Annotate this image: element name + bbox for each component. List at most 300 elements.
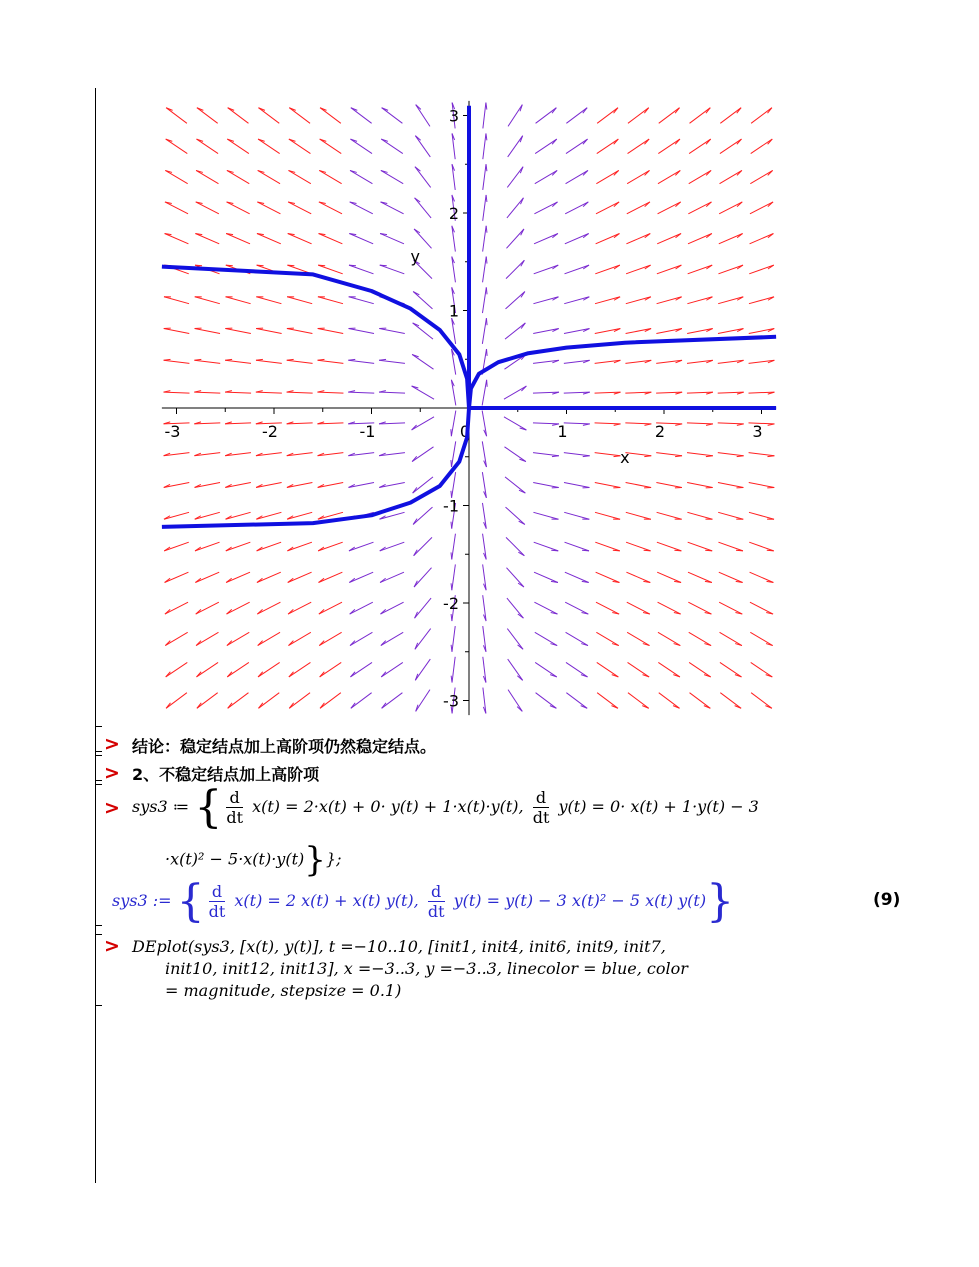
field-arrow bbox=[349, 572, 373, 582]
field-arrow bbox=[289, 108, 310, 124]
field-arrow bbox=[351, 693, 372, 709]
field-arrow bbox=[688, 265, 712, 274]
field-arrow bbox=[196, 139, 218, 153]
field-arrow bbox=[319, 572, 343, 582]
field-arrowhead bbox=[380, 265, 387, 266]
y-tick-label: 3 bbox=[448, 106, 459, 126]
field-arrow bbox=[751, 662, 773, 676]
field-arrow bbox=[165, 170, 187, 183]
sys3-input-line2[interactable] bbox=[165, 840, 341, 880]
field-arrow bbox=[719, 202, 742, 214]
field-arrow bbox=[318, 329, 344, 334]
field-arrowhead bbox=[737, 456, 744, 457]
field-arrow bbox=[412, 447, 433, 462]
field-arrow bbox=[258, 170, 280, 183]
field-arrow bbox=[256, 512, 281, 519]
field-arrow bbox=[718, 329, 744, 334]
field-arrow bbox=[657, 572, 681, 582]
field-arrow bbox=[504, 417, 526, 430]
field-arrow bbox=[533, 297, 558, 304]
deplot-input[interactable] bbox=[132, 936, 688, 1002]
field-arrow bbox=[319, 602, 342, 614]
field-arrow bbox=[413, 323, 433, 339]
field-arrow bbox=[596, 170, 618, 183]
field-arrow bbox=[628, 693, 649, 709]
field-arrow bbox=[194, 360, 220, 363]
field-arrow bbox=[597, 693, 618, 709]
field-arrow bbox=[483, 226, 487, 252]
field-arrow bbox=[415, 136, 430, 157]
field-arrow bbox=[596, 572, 620, 582]
field-arrow bbox=[288, 602, 311, 614]
field-arrow bbox=[749, 482, 775, 487]
field-arrow bbox=[628, 662, 650, 676]
field-arrow bbox=[688, 202, 711, 214]
field-arrow bbox=[534, 602, 557, 614]
field-arrowhead bbox=[257, 265, 264, 266]
y-tick-label: 1 bbox=[448, 301, 459, 321]
field-arrow bbox=[195, 512, 220, 519]
field-arrow bbox=[535, 632, 557, 645]
field-arrow bbox=[415, 629, 431, 650]
x-tick-label: 1 bbox=[557, 422, 568, 441]
field-arrow bbox=[318, 265, 342, 274]
field-arrow bbox=[625, 423, 651, 424]
field-arrow bbox=[289, 693, 310, 709]
field-arrow bbox=[628, 108, 649, 124]
field-arrowhead bbox=[675, 456, 682, 457]
field-arrow bbox=[595, 265, 619, 274]
direction-field-plot[interactable] bbox=[140, 90, 800, 720]
field-arrow bbox=[718, 423, 744, 424]
field-arrow bbox=[380, 602, 403, 614]
field-arrowhead bbox=[486, 318, 487, 325]
field-arrow bbox=[258, 108, 279, 124]
field-arrow bbox=[657, 233, 681, 243]
field-arrow bbox=[719, 233, 743, 243]
field-arrowhead bbox=[164, 359, 171, 360]
field-arrow bbox=[194, 392, 220, 393]
field-arrowhead bbox=[582, 550, 589, 551]
field-arrow bbox=[507, 629, 523, 650]
field-arrow bbox=[196, 602, 219, 614]
field-arrow bbox=[227, 602, 250, 614]
worksheet-left-border bbox=[95, 88, 96, 1183]
field-arrow bbox=[720, 108, 741, 124]
frac-den: dt bbox=[427, 902, 445, 921]
field-arrow bbox=[380, 572, 404, 582]
field-arrow bbox=[413, 292, 432, 309]
field-arrow bbox=[380, 202, 403, 214]
field-arrow bbox=[288, 170, 310, 183]
field-arrow bbox=[256, 329, 282, 334]
solution-curve bbox=[162, 408, 469, 527]
field-arrow bbox=[658, 202, 681, 214]
field-arrow bbox=[690, 108, 711, 124]
field-arrow bbox=[688, 572, 712, 582]
field-arrowhead bbox=[767, 456, 774, 457]
field-arrow bbox=[535, 170, 557, 183]
field-arrow bbox=[381, 662, 403, 676]
field-arrow bbox=[627, 202, 650, 214]
field-arrowhead bbox=[195, 265, 202, 266]
field-arrow bbox=[416, 105, 430, 127]
field-arrow bbox=[483, 103, 486, 129]
x-tick-label: 0 bbox=[459, 422, 471, 441]
field-arrow bbox=[164, 542, 188, 551]
field-arrow bbox=[719, 572, 743, 582]
field-arrowhead bbox=[349, 265, 356, 266]
field-arrow bbox=[720, 693, 741, 709]
field-arrow bbox=[288, 572, 312, 582]
field-arrow bbox=[318, 360, 344, 363]
field-arrow bbox=[483, 133, 486, 159]
right-brace: } bbox=[304, 840, 326, 880]
field-arrow bbox=[596, 602, 619, 614]
field-arrow bbox=[482, 318, 486, 344]
field-arrow bbox=[688, 542, 712, 551]
field-arrow bbox=[416, 690, 430, 712]
field-arrow bbox=[318, 542, 342, 551]
field-arrow bbox=[657, 512, 682, 519]
field-arrow bbox=[718, 453, 744, 456]
field-arrow bbox=[658, 662, 680, 676]
field-arrow bbox=[566, 170, 588, 183]
field-arrow bbox=[564, 453, 590, 456]
field-arrow bbox=[750, 572, 774, 582]
output-dx: x(t) = 2 x(t) + x(t) y(t), bbox=[234, 891, 419, 910]
field-arrow bbox=[626, 482, 652, 487]
dy-equation-part1: y(t) = 0· x(t) + 1·y(t) − 3 bbox=[558, 797, 759, 816]
deplot-line2: init10, init12, init13], x =−3..3, y =−3..3, linecolor = blue, color bbox=[165, 959, 688, 978]
field-arrow bbox=[565, 233, 589, 243]
derivative-fraction bbox=[428, 882, 445, 921]
field-arrow bbox=[689, 170, 711, 183]
field-arrow bbox=[228, 693, 249, 709]
field-arrow bbox=[195, 297, 220, 304]
dx-equation: x(t) = 2·x(t) + 0· y(t) + 1·x(t)·y(t), bbox=[252, 797, 524, 816]
field-arrow bbox=[195, 482, 221, 487]
cell-bracket-sys3[interactable] bbox=[95, 784, 96, 926]
field-arrow bbox=[350, 139, 372, 153]
field-arrow bbox=[257, 202, 280, 214]
y-tick-label: 2 bbox=[448, 204, 459, 223]
field-arrow bbox=[317, 392, 343, 393]
field-arrowhead bbox=[486, 287, 487, 294]
field-arrow bbox=[227, 632, 249, 645]
field-arrow bbox=[289, 662, 311, 676]
field-arrow bbox=[595, 423, 621, 424]
field-arrow bbox=[164, 297, 189, 304]
field-arrowhead bbox=[486, 257, 487, 264]
field-arrow bbox=[166, 139, 188, 153]
field-arrow bbox=[226, 572, 250, 582]
field-arrowhead bbox=[486, 133, 487, 140]
field-arrow bbox=[319, 233, 343, 243]
x-tick-label: -3 bbox=[164, 422, 181, 441]
field-arrow bbox=[566, 693, 587, 709]
field-arrow bbox=[195, 542, 219, 551]
field-arrow bbox=[452, 534, 456, 560]
field-arrow bbox=[508, 105, 522, 127]
field-arrow bbox=[166, 662, 188, 676]
field-arrow bbox=[508, 690, 522, 712]
field-arrow bbox=[348, 392, 374, 393]
y-tick-label: -1 bbox=[443, 496, 459, 516]
field-arrow bbox=[166, 108, 187, 124]
field-arrowhead bbox=[551, 550, 558, 551]
field-arrow bbox=[258, 693, 279, 709]
frac-den: dt bbox=[532, 808, 550, 827]
field-arrow bbox=[226, 512, 251, 519]
field-arrow bbox=[412, 417, 434, 430]
field-arrow bbox=[657, 542, 681, 551]
sys3-input-line1[interactable] bbox=[132, 782, 759, 833]
field-arrow bbox=[482, 287, 486, 313]
field-arrow bbox=[287, 542, 311, 551]
field-arrow bbox=[414, 568, 431, 587]
field-arrow bbox=[597, 139, 619, 153]
field-arrow bbox=[195, 233, 219, 243]
field-arrow bbox=[256, 392, 282, 393]
field-arrowhead bbox=[487, 380, 488, 387]
field-arrow bbox=[536, 693, 557, 709]
field-arrow bbox=[165, 632, 187, 645]
field-arrow bbox=[195, 572, 219, 582]
field-arrow bbox=[656, 329, 682, 334]
field-arrow bbox=[626, 542, 650, 551]
field-arrow bbox=[688, 233, 712, 243]
deplot-line1: DEplot(sys3, [x(t), y(t)], t =−10..10, [init1, init4, init6, init9, init7, bbox=[132, 937, 666, 956]
field-arrowhead bbox=[451, 676, 452, 683]
field-arrow bbox=[350, 602, 373, 614]
field-arrow bbox=[751, 108, 772, 124]
field-arrow bbox=[596, 632, 618, 645]
field-arrow bbox=[533, 512, 558, 519]
field-arrow bbox=[452, 657, 455, 683]
field-arrowhead bbox=[379, 359, 386, 360]
field-arrow bbox=[718, 297, 743, 304]
field-arrow bbox=[658, 602, 681, 614]
field-arrow bbox=[350, 632, 372, 645]
field-arrow bbox=[227, 202, 250, 214]
field-arrow bbox=[564, 482, 590, 487]
field-arrow bbox=[626, 512, 651, 519]
field-arrow bbox=[289, 139, 311, 153]
field-arrow bbox=[628, 139, 650, 153]
field-arrow bbox=[687, 512, 712, 519]
field-arrow bbox=[534, 572, 558, 582]
field-arrow bbox=[595, 542, 619, 551]
field-arrow bbox=[197, 108, 218, 124]
field-arrow bbox=[319, 202, 342, 214]
field-arrowhead bbox=[705, 550, 712, 551]
field-arrow bbox=[626, 233, 650, 243]
field-arrowhead bbox=[318, 359, 325, 360]
field-arrow bbox=[348, 329, 374, 334]
frac-num: d bbox=[209, 882, 226, 902]
x-tick-label: 3 bbox=[752, 422, 763, 441]
field-arrow bbox=[165, 233, 189, 243]
section-heading[interactable]: 2、不稳定结点加上高阶项 bbox=[132, 765, 320, 784]
field-arrowhead bbox=[487, 349, 488, 356]
sys3-output bbox=[112, 876, 734, 927]
field-arrow bbox=[412, 386, 434, 399]
field-arrow bbox=[749, 297, 774, 304]
prompt-marker: > bbox=[104, 797, 120, 819]
field-arrow bbox=[595, 329, 621, 334]
field-arrow bbox=[225, 392, 251, 393]
field-arrow bbox=[689, 662, 711, 676]
equation-label[interactable]: (9) bbox=[873, 890, 901, 910]
field-arrow bbox=[596, 233, 620, 243]
field-arrow bbox=[196, 632, 218, 645]
cell-bracket-deplot[interactable] bbox=[95, 934, 96, 1006]
field-arrow bbox=[687, 329, 713, 334]
field-arrow bbox=[165, 202, 188, 214]
field-arrow bbox=[507, 198, 524, 218]
field-arrow bbox=[380, 265, 404, 274]
field-arrow bbox=[534, 542, 558, 551]
cell-bracket-conclusion[interactable] bbox=[95, 726, 96, 752]
field-arrow bbox=[595, 297, 620, 304]
field-arrow bbox=[564, 423, 590, 424]
output-dy: y(t) = y(t) − 3 x(t)² − 5 x(t) y(t) bbox=[453, 891, 707, 910]
right-brace: } bbox=[706, 876, 735, 927]
field-arrow bbox=[379, 360, 405, 363]
field-arrow bbox=[318, 482, 344, 487]
field-arrow bbox=[506, 229, 523, 248]
field-arrow bbox=[751, 693, 772, 709]
field-arrow bbox=[535, 662, 557, 676]
field-arrow bbox=[348, 360, 374, 363]
field-arrow bbox=[348, 482, 374, 487]
field-arrow bbox=[379, 392, 405, 393]
field-arrow bbox=[225, 482, 251, 487]
field-arrowhead bbox=[287, 265, 294, 266]
field-arrowhead bbox=[644, 550, 651, 551]
field-arrowhead bbox=[451, 614, 452, 621]
sys3-assign: sys3 ≔ bbox=[132, 797, 195, 816]
conclusion-text[interactable]: 结论：稳定结点加上高阶项仍然稳定结点。 bbox=[132, 737, 437, 756]
field-arrow bbox=[565, 265, 589, 274]
field-arrow bbox=[566, 139, 588, 153]
field-arrow bbox=[349, 297, 374, 304]
field-arrow bbox=[227, 662, 249, 676]
frac-num: d bbox=[533, 788, 550, 808]
field-arrowhead bbox=[486, 195, 487, 202]
field-arrowhead bbox=[451, 552, 452, 559]
field-arrowhead bbox=[194, 359, 201, 360]
field-arrow bbox=[626, 329, 652, 334]
field-arrowhead bbox=[674, 550, 681, 551]
field-arrow bbox=[226, 542, 250, 551]
field-arrow bbox=[412, 354, 433, 369]
field-arrow bbox=[718, 542, 742, 551]
field-arrow bbox=[225, 329, 251, 334]
field-arrow bbox=[257, 542, 281, 551]
field-arrow bbox=[718, 512, 743, 519]
field-arrow bbox=[320, 139, 342, 153]
field-arrow bbox=[256, 360, 282, 363]
field-arrow bbox=[381, 139, 403, 153]
field-arrowhead bbox=[451, 460, 452, 467]
field-arrow bbox=[381, 632, 403, 645]
field-arrow bbox=[257, 602, 280, 614]
field-arrow bbox=[258, 662, 280, 676]
field-arrow bbox=[256, 482, 282, 487]
field-arrow bbox=[166, 693, 187, 709]
field-arrow bbox=[687, 482, 713, 487]
field-arrow bbox=[288, 632, 310, 645]
field-arrow bbox=[720, 170, 742, 183]
field-arrow bbox=[319, 632, 341, 645]
field-arrow bbox=[164, 482, 190, 487]
field-arrow bbox=[507, 598, 524, 618]
field-arrow bbox=[720, 632, 742, 645]
field-arrow bbox=[749, 265, 773, 274]
field-arrow bbox=[565, 202, 588, 214]
field-arrow bbox=[659, 693, 680, 709]
derivative-fraction bbox=[226, 788, 243, 827]
field-arrow bbox=[413, 507, 432, 524]
field-arrow bbox=[595, 512, 620, 519]
field-arrowhead bbox=[644, 456, 651, 457]
field-arrow bbox=[687, 423, 713, 424]
field-arrowhead bbox=[451, 429, 452, 436]
field-arrow bbox=[749, 512, 774, 519]
field-arrowhead bbox=[736, 550, 743, 551]
x-tick-label: -1 bbox=[359, 422, 376, 441]
field-arrow bbox=[751, 139, 773, 153]
field-arrow bbox=[382, 693, 403, 709]
field-arrow bbox=[507, 167, 523, 188]
field-arrow bbox=[749, 453, 775, 456]
field-arrow bbox=[287, 297, 312, 304]
derivative-fraction bbox=[533, 788, 550, 827]
field-arrow bbox=[595, 453, 621, 456]
field-arrow bbox=[226, 297, 251, 304]
field-arrow bbox=[720, 662, 742, 676]
cell-bracket-heading[interactable] bbox=[95, 755, 96, 781]
statement-end: }; bbox=[325, 849, 342, 869]
field-arrow bbox=[506, 507, 525, 524]
field-arrow bbox=[415, 598, 432, 618]
field-arrow bbox=[226, 233, 250, 243]
field-arrowhead bbox=[451, 522, 452, 529]
field-arrowhead bbox=[486, 103, 487, 110]
field-arrow bbox=[687, 453, 713, 456]
field-arrow bbox=[483, 164, 486, 190]
solution-curve bbox=[469, 337, 776, 408]
field-arrow bbox=[288, 233, 312, 243]
field-arrow bbox=[688, 602, 711, 614]
field-arrow bbox=[380, 542, 404, 551]
field-arrow bbox=[350, 202, 373, 214]
field-arrow bbox=[451, 411, 455, 437]
field-arrow bbox=[350, 662, 372, 676]
field-arrow bbox=[506, 537, 524, 555]
field-arrow bbox=[564, 297, 589, 304]
field-arrow bbox=[452, 564, 456, 590]
field-arrow bbox=[414, 537, 432, 555]
solution-curve bbox=[162, 267, 469, 408]
field-arrow bbox=[318, 297, 343, 304]
field-arrow bbox=[749, 329, 775, 334]
field-arrow bbox=[349, 542, 373, 551]
field-arrow bbox=[508, 136, 523, 157]
field-arrow bbox=[415, 198, 432, 218]
